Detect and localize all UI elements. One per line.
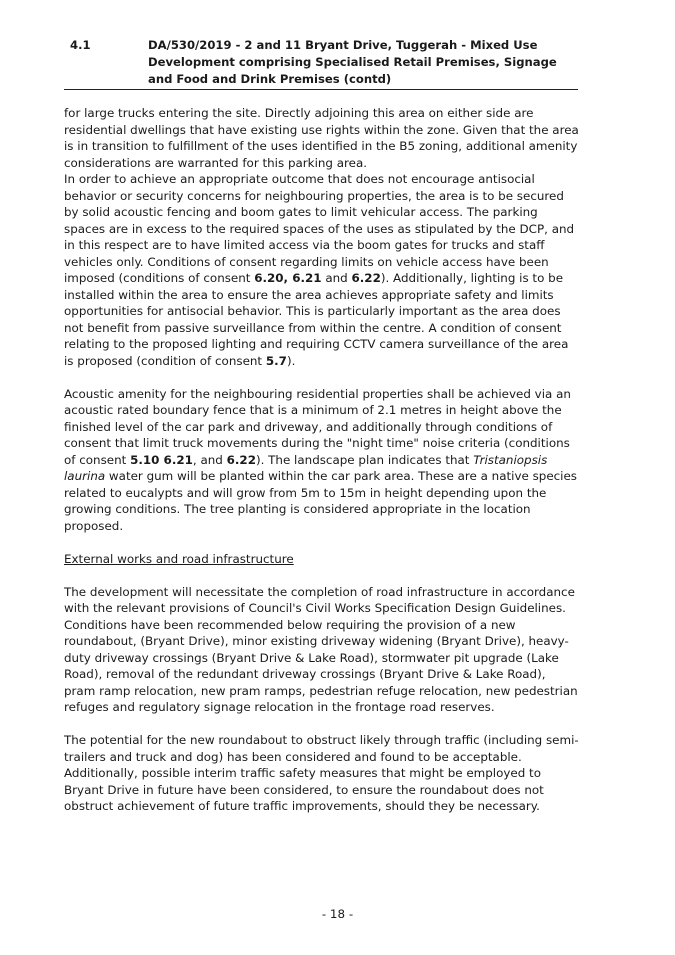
condition-reference: 5.10 6.21	[130, 452, 193, 467]
paragraph-text: In order to achieve an appropriate outcome that does not encourage antisocial behavior or security concerns for neighbouring properties, the area is to be secured by solid acoustic fencing and boom gates to limit vehicular access. The parking spaces are in excess to the required spaces of the uses as stipulated by the DCP, and in this respect are to have limited access via the boom gates for trucks and staff vehicles only. Conditions of consent regarding limits on vehicle access have been imposed (conditions of consent	[64, 172, 575, 285]
paragraph-text: ).	[286, 353, 296, 368]
condition-reference: 6.20, 6.21	[254, 271, 322, 285]
report-body	[64, 105, 580, 815]
paragraph-text: and	[321, 271, 352, 285]
paragraph-text: Acoustic amenity for the neighbouring residential properties shall be achieved via an acoustic rated boundary fence that is a minimum of 2.1 metres in height above the finished level of the car park and driveway, and additionally through conditions of consent that limit truck movements during the "night time" noise criteria (conditions of consent	[64, 386, 571, 467]
report-title: DA/530/2019 - 2 and 11 Bryant Drive, Tuggerah - Mixed Use Development comprising Specialised Retail Premises, Signage and Food and Drink Premises (contd)	[148, 38, 557, 86]
section-heading	[64, 551, 580, 568]
condition-reference: 6.22	[351, 271, 381, 285]
paragraph-parking-area: for large trucks entering the site. Directly adjoining this area on either side are residential dwellings that have existing use rights within the zone. Given that the area is in transition to fulfillment of the uses identified in the B5 zoning, additional amenity considerations are warranted for this parking area.	[64, 106, 579, 170]
page-number: - 18 -	[321, 907, 354, 921]
paragraph-road-infrastructure: The development will necessitate the completion of road infrastructure in accordance with the relevant provisions of Council's Civil Works Specification Design Guidelines. Conditions have been recommended below requiring the provision of a new roundabout, (Bryant Drive), minor existing driveway widening (Bryant Drive), heavy-duty driveway crossings (Bryant Drive & Lake Road), stormwater pit upgrade (Lake Road), removal of the redundant driveway crossings (Bryant Drive & Lake Road), pram ramp relocation, new pram ramps, pedestrian refuge relocation, new pedestrian refuges and regulatory signage relocation in the frontage road reserves.	[64, 584, 578, 714]
paragraph-text: ). The landscape plan indicates that	[255, 452, 474, 467]
paragraph-roundabout: The potential for the new roundabout to obstruct likely through traffic (including semi-trailers and truck and dog) has been considered and found to be acceptable. Additionally, possible interim traffic safety measures that might be employed to Bryant Drive in future have been considered, to ensure the roundabout does not obstruct achievement of future traffic improvements, should they be necessary.	[64, 733, 579, 813]
item-number: 4.1	[70, 38, 91, 52]
paragraph-text: , and	[192, 452, 227, 467]
section-heading-text: External works and road infrastructure	[64, 551, 294, 566]
paragraph-security-measures	[64, 171, 580, 369]
condition-reference: 6.22	[226, 452, 256, 467]
condition-reference: 5.7	[265, 353, 287, 368]
paragraph-acoustic-amenity	[64, 386, 580, 535]
species-name: Tristaniopsis laurina	[64, 452, 548, 483]
paragraph-text: ). Additionally, lighting is to be installed within the area to ensure the area achieves appropriate safety and limits opportunities for antisocial behavior. This is particularly important as the area does not benefit from passive surveillance from within the centre. A condition of consent relating to the proposed lighting and requiring CCTV camera surveillance of the area is proposed (condition of consent	[64, 271, 569, 368]
header-divider	[64, 89, 578, 90]
paragraph-text: water gum will be planted within the car park area. These are a native species related to eucalypts and will grow from 5m to 15m in height depending upon the growing conditions. The tree planting is considered appropriate in the location proposed.	[64, 469, 577, 533]
